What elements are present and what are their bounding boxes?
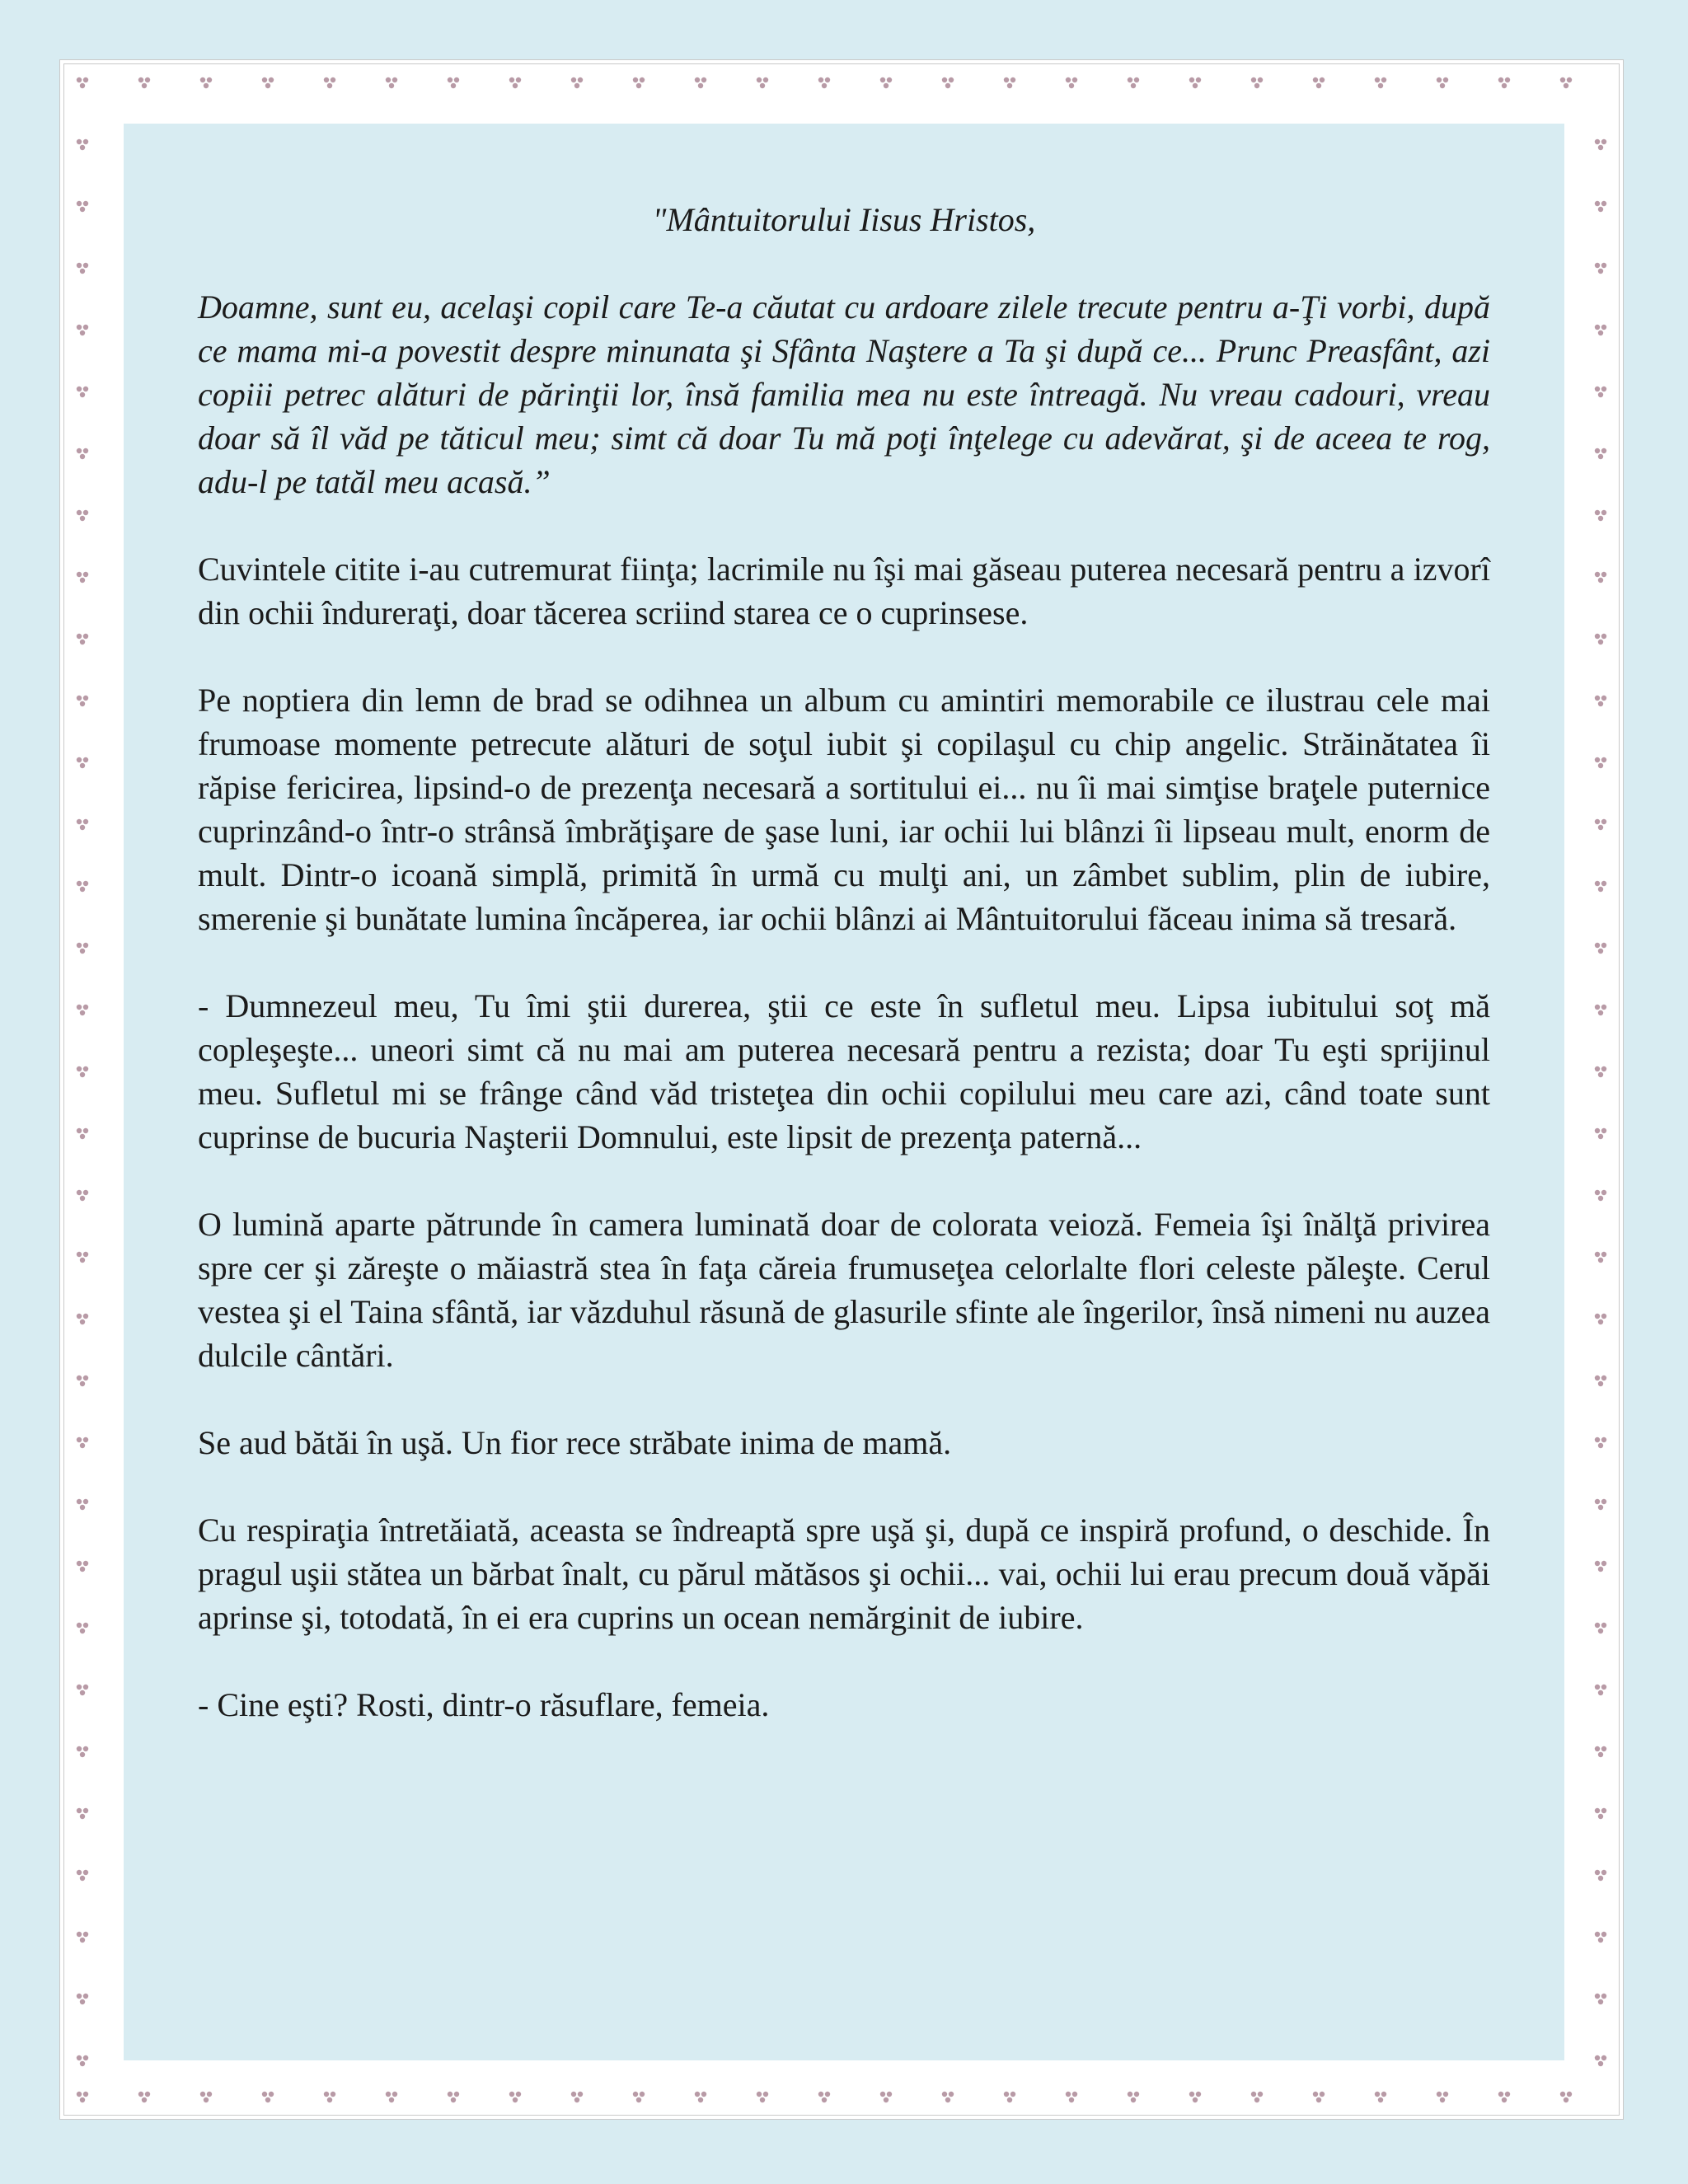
paragraph: Pe noptiera din lemn de brad se odihnea un album cu amintiri memorabile ce ilustrau cele mai frumoase momente petrecute alături de soţul iubit şi copilaşul cu chip angelic. Străinătatea îi răpise fericirea, lipsind-o de prezenţa necesară a sortitului ei... nu îi mai simţise braţele puternice cuprinzând-o într-o strânsă îmbrăţişare de şase luni, iar ochii lui blânzi îi lipseau mult, enorm de mult. Dintr-o icoană simplă, primită în urmă cu mulţi ani, un zâmbet sublim, plin de iubire, smerenie şi bunătate lumina încăperea, iar ochii blânzi ai Mântuitorului făceau inima să tresară.: [198, 682, 1490, 937]
paragraph: Se aud bătăi în uşă. Un fior rece străbate inima de mamă.: [198, 1424, 952, 1461]
paragraph: - Dumnezeul meu, Tu îmi ştii durerea, ştii ce este în sufletul meu. Lipsa iubitului soţ mă copleşeşte... uneori simt că nu mai am puterea necesară pentru a rezista; doar Tu eşti sprijinul meu. Sufletul mi se frânge când văd tristeţea din ochii copilului meu care azi, când toate sunt cuprinse de bucuria Naşterii Domnului, este lipsit de prezenţa paternă...: [198, 987, 1490, 1155]
letter-body: Doamne, sunt eu, acelaşi copil care Te-a căutat cu ardoare zilele trecute pentru a-Ţi vorbi, după ce mama mi-a povestit despre minunata şi Sfânta Naştere a Ta şi după ce... Prunc Preasfânt, azi copiii petrec alături de părinţii lor, însă familia mea nu este întreagă. Nu vreau cadouri, vreau doar să îl văd pe tăticul meu; simt că doar Tu mă poţi înţelege cu adevărat, şi de aceea te rog, adu-l pe tatăl meu acasă.”: [198, 288, 1490, 500]
paragraph: O lumină aparte pătrunde în camera luminată doar de colorata veioză. Femeia îşi înălţă privirea spre cer şi zăreşte o măiastră stea în faţa căreia frumuseţea celorlalte flori celeste păleşte. Cerul vestea şi el Taina sfântă, iar văzduhul răsună de glasurile sfinte ale îngerilor, însă nimeni nu auzea dulcile cântări.: [198, 1206, 1490, 1374]
paragraph: - Cine eşti? Rosti, dintr-o răsuflare, femeia.: [198, 1686, 770, 1723]
letter-title: "Mântuitorului Iisus Hristos,: [652, 201, 1036, 238]
paragraph: Cuvintele citite i-au cutremurat fiinţa; lacrimile nu îşi mai găseau puterea necesară pentru a izvorî din ochii îndureraţi, doar tăcerea scriind starea ce o cuprinsese.: [198, 551, 1490, 631]
paragraph: Cu respiraţia întretăiată, aceasta se îndreaptă spre uşă şi, după ce inspiră profund, o deschide. În pragul uşii stătea un bărbat înalt, cu părul mătăsos şi ochii... vai, ochii lui erau precum două văpăi aprinse şi, totodată, în ei era cuprins un ocean nemărginit de iubire.: [198, 1511, 1490, 1636]
story-text: [198, 198, 1490, 1727]
